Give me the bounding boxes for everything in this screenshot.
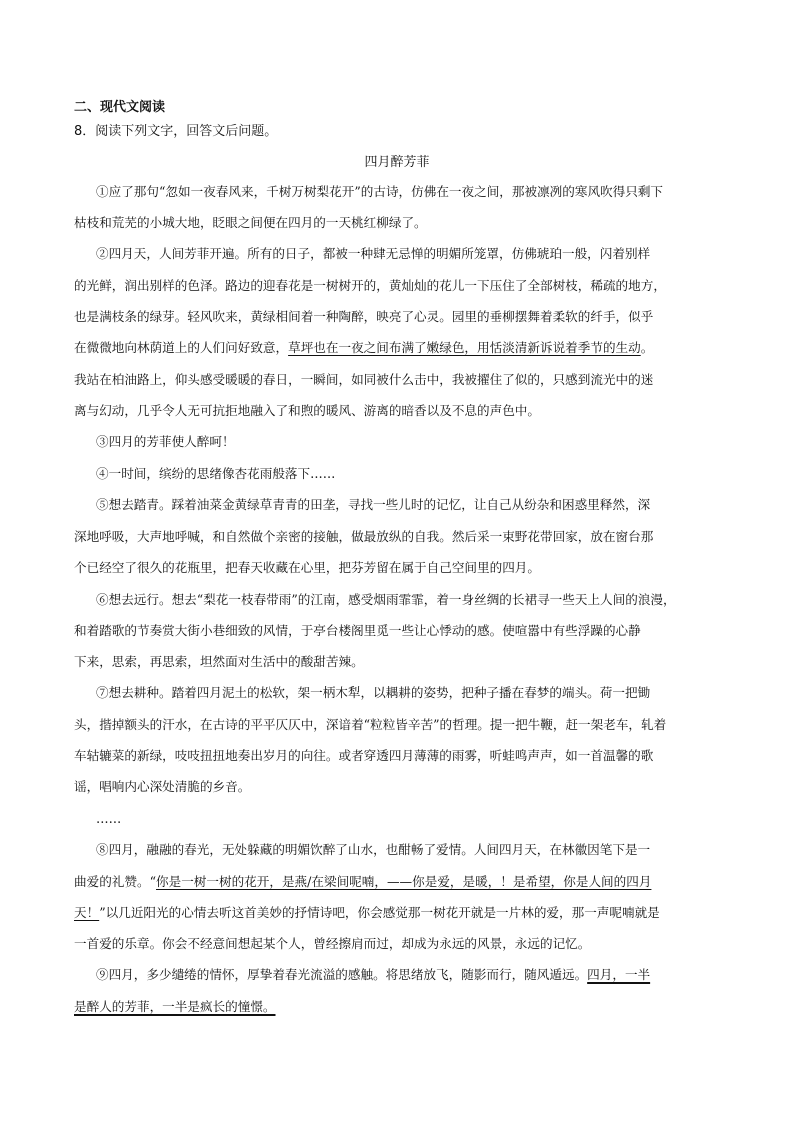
paragraph-7-line: 头，揩掉额头的汗水，在古诗的平平仄仄中，深谙着“粒粒皆辛苦”的哲理。提一把牛鞭，赶一架老车，轧着 (74, 717, 667, 732)
paragraph-2-line: 我站在柏油路上，仰头感受暖暖的春日，一瞬间，如同被什么击中，我被擢住了似的，只感到流光中的迷 (74, 372, 654, 387)
article-title: 四月醉芳菲 (364, 155, 430, 170)
paragraph-7-line: ⑦想去耕种。踏着四月泥土的松软，架一柄木犁，以耦耕的姿势，把种子播在春梦的端头。荷一把锄 (96, 685, 651, 700)
paragraph-2-line: 的光鲜，润出别样的色泽。路边的迎春花是一树树开的，黄灿灿的花儿一下压住了全部树枝，稀疏的地方， (74, 278, 666, 293)
underlined-sentence: 草坪也在一夜之间布满了嫩绿色，用恬淡清新诉说着季节的生动 (288, 340, 641, 355)
text-run: 在微微地向林荫道上的人们问好致意， (74, 340, 289, 355)
paragraph-4: ④一时间，缤纷的思绪像杏花雨般落下…… (96, 466, 336, 481)
paragraph-6-line: 和着踏歌的节奏赏大街小巷细致的风情，于亭台楼阁里觅一些让心悸动的感。使喧嚣中有些浮躁的心静 (74, 623, 641, 638)
paragraph-2-line: ②四月天，人间芳菲开遍。所有的日子，都被一种肆无忌惮的明媚所笼罩，仿佛琥珀一般，闪着别样 (96, 246, 651, 261)
paragraph-3: ③四月的芳菲使人醉呵！ (96, 434, 235, 449)
paragraph-8-line (74, 903, 720, 923)
section-heading: 二、现代文阅读 (74, 100, 166, 115)
text-run: 曲爱的礼赞。“ (74, 874, 157, 889)
paragraph-6-line: ⑥想去远行。想去“梨花一枝春带雨”的江南，感受烟雨霏霏，着一身丝绸的长裙寻一些天上人间的浪漫， (96, 592, 676, 607)
ellipsis-break: …… (96, 811, 122, 826)
paragraph-9-line (74, 997, 720, 1017)
paragraph-7-line: 谣，唱响内心深处清脆的乡音。 (74, 779, 251, 794)
paragraph-6-line: 下来，思索，再思索，坦然面对生活中的酸甜苦辣。 (74, 654, 364, 669)
paragraph-9-line (96, 965, 720, 985)
paragraph-2-line (74, 338, 720, 358)
text-run: ”以几近阳光的心情去听这首美妙的抒情诗吧，你会感觉那一树花开就是一片林的爱，那一声呢喃就是 (99, 905, 660, 920)
paragraph-8-line: 一首爱的乐章。你会不经意间想起某个人，曾经擦肩而过，却成为永远的风景，永远的记忆。 (74, 936, 591, 951)
paragraph-1-line: ①应了那句“忽如一夜春风来，千树万树梨花开”的古诗，仿佛在一夜之间，那被凛冽的寒风吹得只剩下 (96, 184, 664, 199)
paragraph-8-line (74, 872, 720, 892)
underlined-quote: 你是一树一树的花开，是燕/在梁间呢喃，——你是爱，是暖，！是希望，你是人间的四月 (156, 874, 652, 889)
paragraph-7-line: 车轱辘菜的新绿，吱吱扭扭地奏出岁月的向往。或者穿透四月薄薄的雨雾，听蛙鸣声声，如一首温馨的歌 (74, 748, 654, 763)
paragraph-5-line: ⑤想去踏青。踩着油菜金黄绿草青青的田垄，寻找一些儿时的记忆，让自己从纷杂和困惑里释然，深 (96, 497, 651, 512)
paragraph-8-line: ⑧四月，融融的春光，无处躲藏的明媚饮醉了山水，也酣畅了爱情。人间四月天，在林徽因笔下是一 (96, 842, 651, 857)
paragraph-1-line: 枯枝和荒芜的小城大地，眨眼之间便在四月的一天桃红柳绿了。 (74, 215, 427, 230)
text-run: ⑨四月，多少缱绻的情怀，厚挚着春光流溢的感触。将思绪放飞，随影而行，随风遁远。 (96, 967, 588, 982)
underlined-sentence: 是醉人的芳菲，一半是疯长的憧憬。 (74, 999, 276, 1014)
question-prompt: 8．阅读下列文字，回答文后问题。 (74, 124, 278, 139)
paragraph-5-line: 个已经空了很久的花瓶里，把春天收藏在心里，把芬芳留在属于自己空间里的四月。 (74, 560, 540, 575)
underlined-quote: 天！ (74, 905, 100, 920)
paragraph-5-line: 深地呼吸，大声地呼喊，和自然做个亲密的接触，做最放纵的自我。然后采一束野花带回家，放在窗台那 (74, 529, 654, 544)
underlined-sentence: 四月，一半 (587, 967, 651, 982)
paragraph-2-line: 离与幻动，几乎令人无可抗拒地融入了和煦的暖风、游离的暗香以及不息的声色中。 (74, 403, 540, 418)
paragraph-2-line: 也是满枝条的绿芽。轻风吹来，黄绿相间着一种陶醉，映亮了心灵。园里的垂柳摆舞着柔软的纤手，似乎 (74, 309, 654, 324)
text-run: 。 (640, 340, 654, 355)
